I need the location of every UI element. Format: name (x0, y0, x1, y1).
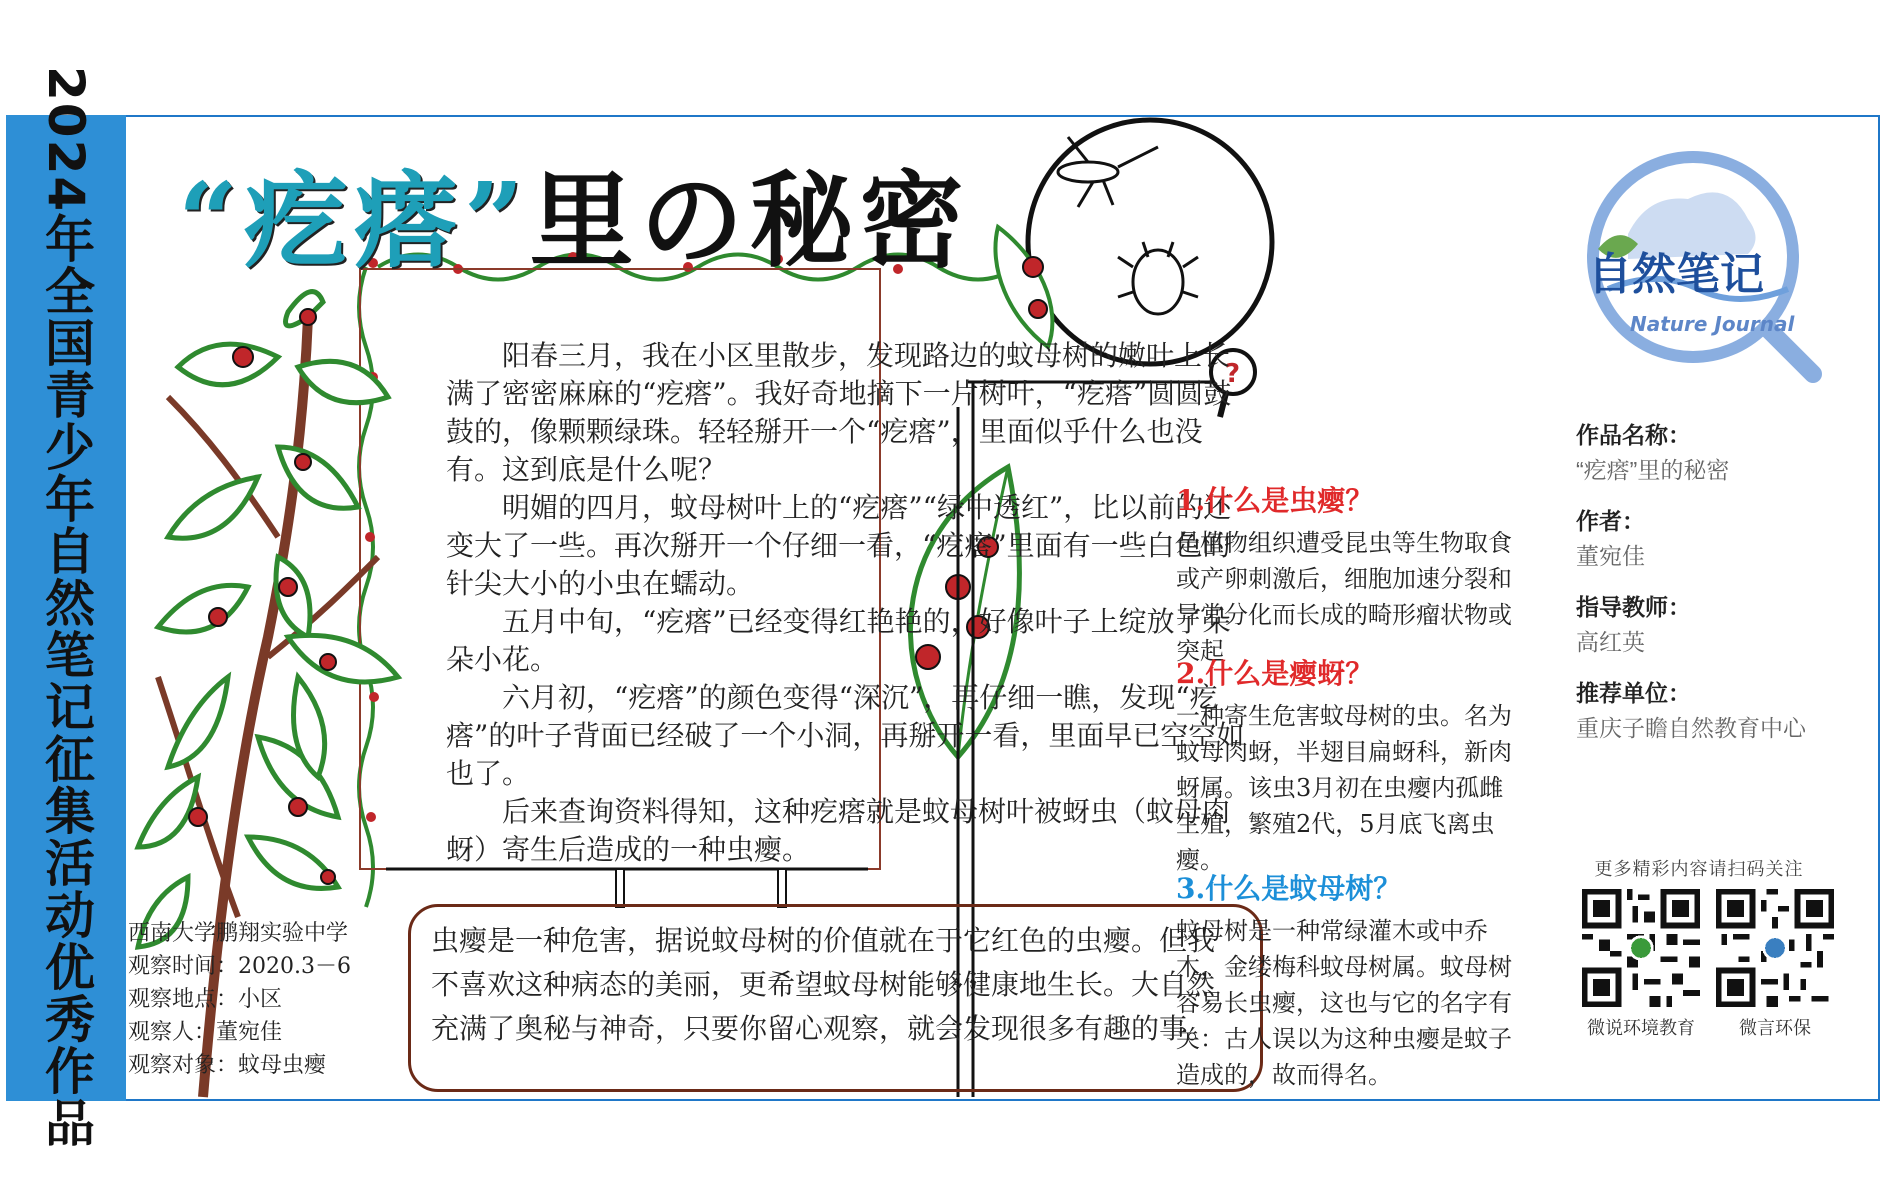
info-panel (1520, 117, 1878, 1099)
qr-caption: 微说环境教育 (1587, 1018, 1695, 1038)
diary-paragraph: 明媚的四月，蚊母树叶上的“疙瘩”“绿中透红”，比以前的还变大了一些。再次掰开一个仔细一看，“疙瘩”里面有一些白色的针尖大小的小虫在蠕动。 (446, 491, 1232, 600)
artwork (128, 117, 1518, 1099)
detail-work-name (1576, 417, 1866, 485)
qr-caption: 微言环保 (1739, 1018, 1811, 1038)
detail-author (1576, 503, 1866, 571)
side-title: 2024年全国青少年自然笔记征集活动优秀作品 (37, 66, 95, 1150)
question-answer: 一种寄生危害蚊母树的虫。名为蚊母肉蚜，半翅目扁蚜科，新肉蚜属。该虫3月初在虫瘿内孤雌生殖，繁殖2代，5月底飞离虫瘿。 (1176, 702, 1512, 874)
diary-paragraph: 六月初，“疙瘩”的颜色变得“深沉”，再仔细一瞧，发现“疙瘩”的叶子背面已经破了一个小洞，再掰开一看，里面早已空空如也了。 (446, 681, 1245, 790)
question-heading: 2.什么是瘿蚜？ (1176, 657, 1374, 690)
side-band (6, 66, 126, 1150)
qr-code-icon[interactable] (1716, 889, 1834, 1007)
observation-time: 观察时间：2020.3－6 (128, 954, 351, 979)
detail-value: 重庆子瞻自然教育中心 (1576, 715, 1806, 741)
conclusion-text: 虫瘿是一种危害，据说蚊母树的价值就在于它红色的虫瘿。但我不喜欢这种病态的美丽，更希望蚊母树能够健康地生长。大自然充满了奥秘与神奇，只要你留心观察，就会发现很多有趣的事。 (431, 924, 1216, 1045)
post-left (616, 869, 624, 907)
detail-teacher (1576, 589, 1866, 657)
diary-text (446, 337, 1246, 869)
question-heading: 1.什么是虫瘿？ (1176, 484, 1374, 517)
detail-label: 推荐单位： (1576, 680, 1691, 706)
question-heading: 3.什么是蚊母树？ (1176, 872, 1402, 905)
question-answer: 是植物组织遭受昆虫等生物取食或产卵刺激后，细胞加速分裂和异常分化而长成的畸形瘤状物或突起 (1176, 529, 1512, 665)
detail-value: 董宛佳 (1576, 543, 1645, 569)
title-close-quote: ” (463, 159, 530, 282)
logo-text: 自然笔记 (1588, 249, 1764, 300)
question-answer: 蚊母树是一种常绿灌木或中乔木，金缕梅科蚊母树属。蚊母树容易长虫瘿，这也与它的名字有关：古人误以为这种虫瘿是蚊子造成的，故而得名。 (1176, 917, 1512, 1089)
question-block (1176, 652, 1516, 878)
detail-label: 作品名称： (1576, 422, 1691, 448)
artwork-title (178, 137, 970, 287)
observation-place: 观察地点：小区 (128, 987, 283, 1012)
detail-value: 高红英 (1576, 629, 1645, 655)
detail-label: 指导教师： (1576, 594, 1691, 620)
observation-record (128, 917, 351, 1082)
work-details (1576, 417, 1866, 743)
qr-code-icon[interactable] (1582, 889, 1700, 1007)
title-open-quote: “ (178, 159, 244, 282)
magnifier-question-mark: ? (1225, 359, 1241, 389)
detail-value: “疙瘩”里的秘密 (1576, 457, 1730, 483)
nature-journal-logo (1568, 139, 1828, 389)
diary-paragraph: 阳春三月，我在小区里散步，发现路边的蚊母树的嫩叶上长满了密密麻麻的“疙瘩”。我好奇地摘下一片树叶，“疙瘩”圆圆鼓鼓的，像颗颗绿珠。轻轻掰开一个“疙瘩”，里面似乎什么也没有。这到底是什么呢？ (446, 339, 1232, 486)
title-word: 疙瘩 (243, 159, 464, 282)
diary-paragraph: 后来查询资料得知，这种疙瘩就是蚊母树叶被蚜虫（蚊母肉蚜）寄生后造成的一种虫瘿。 (446, 795, 1231, 866)
question-block (1176, 867, 1516, 1093)
conclusion-box (408, 904, 1263, 1092)
observation-observer: 观察人：董宛佳 (128, 1020, 283, 1045)
insect-circle (995, 120, 1272, 364)
diary-paragraph: 五月中旬，“疙瘩”已经变得红艳艳的，好像叶子上绽放了朵朵小花。 (446, 605, 1231, 676)
title-rest: 里の秘密 (529, 159, 970, 282)
detail-label: 作者： (1576, 508, 1645, 534)
detail-recommender (1576, 675, 1866, 743)
logo-subtext: Nature Journal (1630, 312, 1795, 336)
post-right (778, 869, 786, 907)
question-block (1176, 479, 1516, 669)
observation-school: 西南大学鹏翔实验中学 (128, 921, 349, 946)
observation-subject: 观察对象：蚊母虫瘿 (128, 1053, 327, 1078)
scan-prompt: 更多精彩内容请扫码关注 (1594, 859, 1804, 879)
